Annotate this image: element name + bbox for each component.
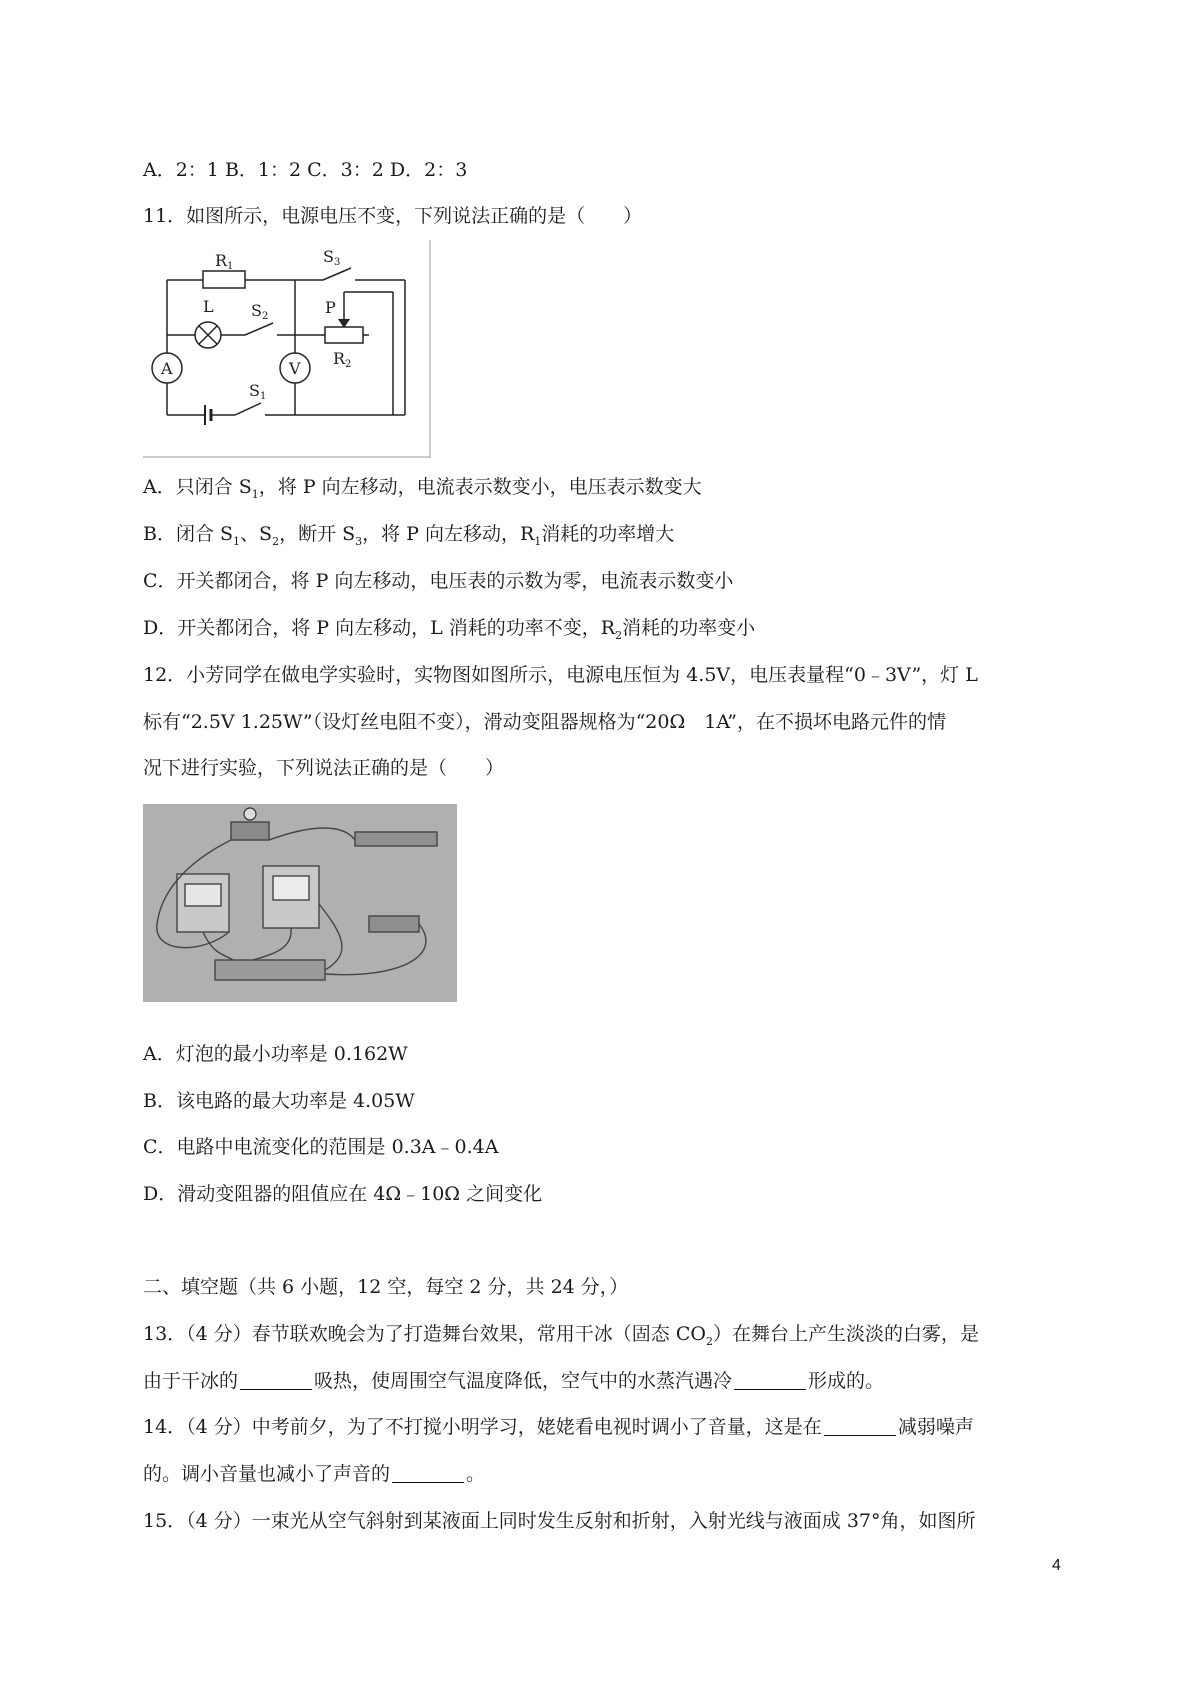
- q14-line-2: 的。调小音量也减小了声音的 。: [143, 1463, 486, 1485]
- q12-option-c: C．电路中电流变化的范围是 0.3A﹣0.4A: [143, 1136, 499, 1158]
- label-r1: R1: [215, 251, 234, 272]
- label-voltmeter: V: [289, 359, 301, 378]
- switch-s2: [245, 323, 273, 335]
- switch: [369, 916, 419, 932]
- q14-blank-2[interactable]: [392, 1464, 464, 1483]
- switch-s3: [323, 268, 351, 280]
- q12-line-1: 12．小芳同学在做电学实验时，实物图如图所示，电源电压恒为 4.5V，电压表量程“0﹣3V”，灯 L: [143, 664, 978, 686]
- label-l: L: [203, 297, 214, 316]
- rheostat: [355, 832, 437, 846]
- label-ammeter: A: [161, 359, 173, 378]
- q15-line-1: 15．（4 分）一束光从空气斜射到某液面上同时发生反射和折射，入射光线与液面成 37°角，如图所: [143, 1510, 976, 1532]
- q11-option-c: C．开关都闭合，将 P 向左移动，电压表的示数为零，电流表示数变小: [143, 570, 734, 592]
- q13-line-1: 13．（4 分）春节联欢晚会为了打造舞台效果，常用干冰（固态 $CO_2$）在舞台上产生淡淡的白雾，是: [143, 1323, 979, 1348]
- q11-option-d: D．开关都闭合，将 P 向左移动，L 消耗的功率不变，$R_2$消耗的功率变小: [143, 617, 756, 642]
- q14-blank-1[interactable]: [824, 1417, 896, 1436]
- switch-s1: [235, 403, 261, 415]
- q12-option-d: D．滑动变阻器的阻值应在 4Ω﹣10Ω 之间变化: [143, 1183, 543, 1205]
- battery-box: [215, 960, 325, 980]
- q14-line-1: 14．（4 分）中考前夕，为了不打搅小明学习，姥姥看电视时调小了音量，这是在 减弱噪声: [143, 1416, 974, 1438]
- label-r2: R2: [333, 349, 352, 370]
- q11-circuit-diagram: [143, 240, 431, 458]
- resistor-r1: [203, 271, 245, 288]
- page-number: 4: [1052, 1557, 1061, 1574]
- label-p: P: [325, 298, 336, 317]
- q11-option-a: A．只闭合 $S_1$，将 P 向左移动，电流表示数变小，电压表示数变大: [143, 476, 702, 501]
- label-s2: S2: [251, 301, 269, 322]
- rheostat-r2: [325, 327, 363, 343]
- q12-apparatus-photo: [143, 804, 457, 1002]
- q10-options: A．2：1 B．1：2 C．3：2 D．2：3: [143, 159, 468, 181]
- q12-option-a: A．灯泡的最小功率是 0.162W: [143, 1043, 408, 1065]
- label-s1: S1: [249, 381, 267, 402]
- q13-line-2: 由于干冰的 吸热，使周围空气温度降低，空气中的水蒸汽遇冷 形成的。: [143, 1370, 885, 1392]
- lamp-base: [231, 822, 269, 840]
- q13-blank-1[interactable]: [240, 1371, 312, 1390]
- q12-line-3: 况下进行实验，下列说法正确的是（ ）: [143, 757, 505, 779]
- q11-stem: 11．如图所示，电源电压不变，下列说法正确的是（ ）: [143, 205, 643, 227]
- q11-option-b: B．闭合 $S_1$、$S_2$，断开 $S_3$，将 P 向左移动，$R_1$消耗的功率增大: [143, 523, 675, 548]
- q13-blank-2[interactable]: [734, 1371, 806, 1390]
- label-s3: S3: [323, 247, 341, 268]
- section-2-heading: 二、填空题（共 6 小题，12 空，每空 2 分，共 24 分，）: [143, 1276, 629, 1298]
- q12-option-b: B．该电路的最大功率是 4.05W: [143, 1090, 415, 1112]
- q12-line-2: 标有“2.5V 1.25W”（设灯丝电阻不变），滑动变阻器规格为“20Ω 1A”，在不损坏电路元件的情: [143, 711, 946, 733]
